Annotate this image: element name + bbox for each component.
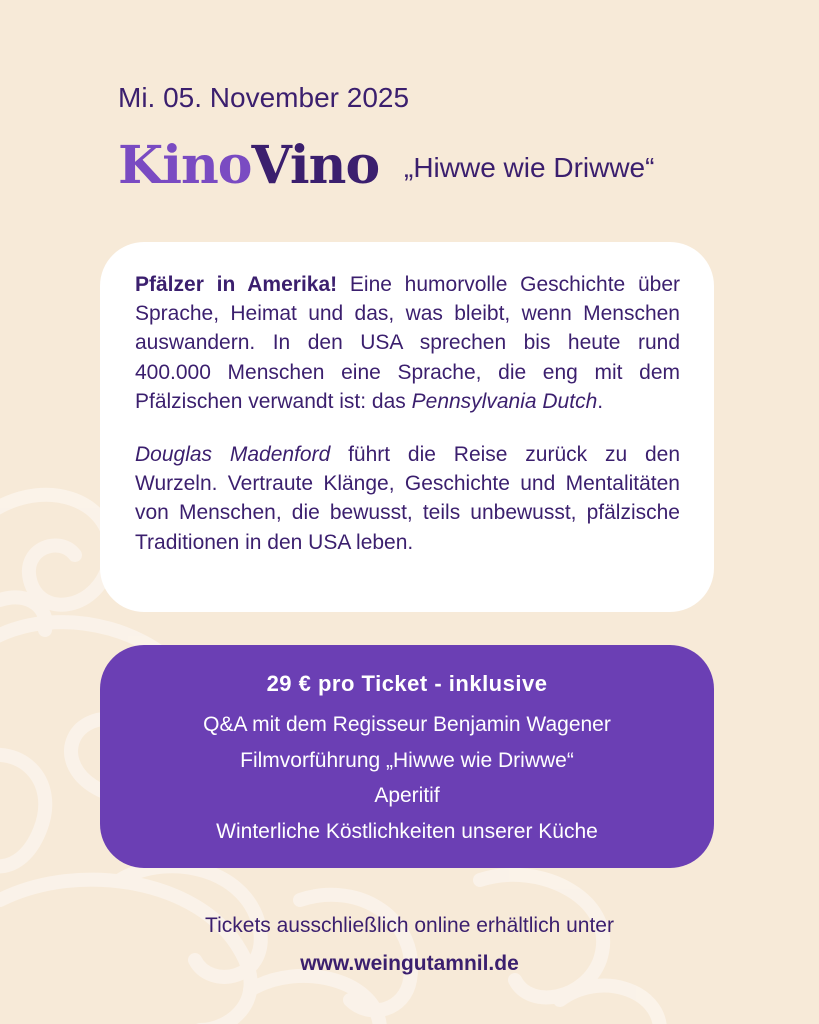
- brand-kino: Kino: [118, 135, 252, 196]
- description-italic-2: Douglas Madenford: [135, 443, 331, 467]
- description-card: [100, 242, 714, 612]
- brand-vino: Vino: [251, 135, 380, 196]
- ticket-info-box: [100, 645, 714, 868]
- description-end-1: .: [597, 389, 604, 413]
- ticket-item: Winterliche Köstlichkeiten unserer Küche: [216, 819, 598, 843]
- ticket-note: Tickets ausschließlich online erhältlich unter: [205, 914, 614, 937]
- website-link[interactable]: www.weingutamnil.de: [300, 952, 519, 975]
- description-paragraph-2: [135, 440, 680, 557]
- description-text-1: Eine humorvolle Geschichte über Sprache, Heimat und das, was bleibt, wenn Menschen auswandern. In den USA sprechen bis heute rund 400.000 Menschen eine Sprache, die eng mit dem Pfälzischen verwandt ist: das: [135, 273, 680, 413]
- description-lead: Pfälzer in Amerika!: [135, 273, 338, 296]
- description-italic-1: Pennsylvania Dutch: [411, 389, 598, 413]
- ticket-price-heading: 29 € pro Ticket - inklusive: [266, 671, 548, 696]
- ticket-item: Q&A mit dem Regisseur Benjamin Wagener: [203, 713, 611, 736]
- film-title: „Hiwwe wie Driwwe“: [404, 152, 655, 183]
- ticket-item: Aperitif: [374, 784, 440, 807]
- description-paragraph-1: [135, 270, 680, 416]
- ticket-item: Filmvorführung „Hiwwe wie Driwwe“: [240, 748, 574, 772]
- description-text-2: führt die Reise zurück zu den Wurzeln. Vertraute Klänge, Geschichte und Mentalitäten von Menschen, die bewusst, teils unbewusst, pfälzische Traditionen in den USA leben.: [135, 443, 680, 554]
- brand-logo: [118, 134, 379, 198]
- event-date: Mi. 05. November 2025: [118, 82, 410, 113]
